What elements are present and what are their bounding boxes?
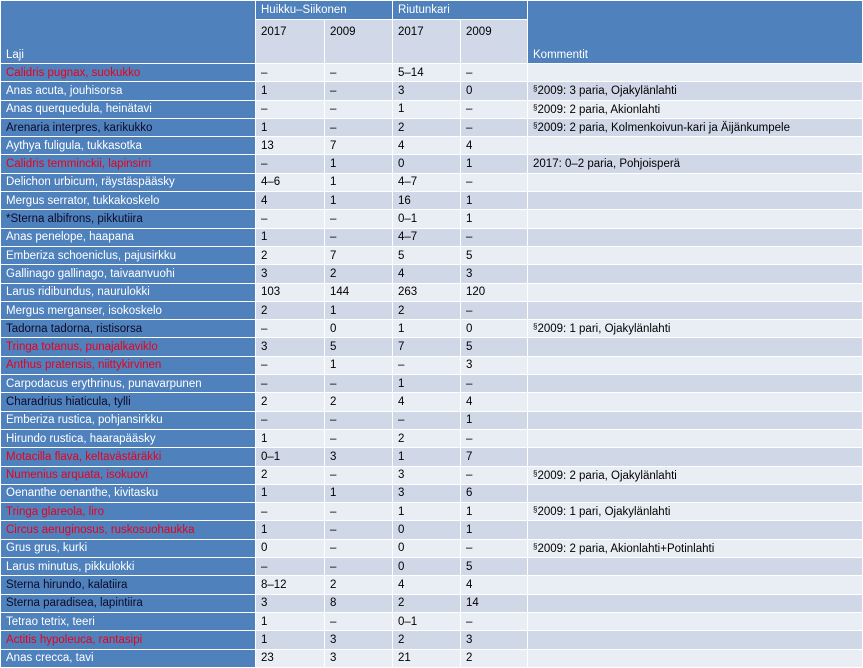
count-cell: 4	[461, 576, 528, 594]
count-cell: –	[325, 375, 393, 393]
count-cell: 0	[393, 521, 461, 539]
count-cell: 3	[461, 356, 528, 374]
count-cell: 0	[325, 320, 393, 338]
comment-cell	[528, 118, 863, 136]
count-cell: 1	[256, 612, 325, 630]
species-cell: Emberiza rustica, pohjansirkku	[1, 411, 256, 429]
comment-cell	[528, 356, 863, 374]
count-cell: 1	[256, 118, 325, 136]
comment-cell	[528, 155, 863, 173]
species-cell: Anas penelope, haapana	[1, 228, 256, 246]
count-cell: –	[325, 118, 393, 136]
count-cell: 5–14	[393, 64, 461, 82]
table-row	[1, 265, 863, 283]
header-group-huikku: Huikku–Siikonen	[256, 1, 393, 20]
count-cell: 5	[325, 338, 393, 356]
count-cell: 3	[256, 338, 325, 356]
comment-cell	[528, 283, 863, 301]
comment-cell	[528, 393, 863, 411]
section-mark: §	[533, 541, 538, 551]
species-cell: Tringa glareola, liro	[1, 503, 256, 521]
section-mark: §	[533, 102, 538, 112]
species-cell: *Sterna albifrons, pikkutiira	[1, 210, 256, 228]
count-cell: 1	[256, 521, 325, 539]
count-cell: 3	[461, 265, 528, 283]
count-cell: –	[325, 539, 393, 557]
count-cell: 1	[393, 448, 461, 466]
count-cell: 1	[325, 155, 393, 173]
count-cell: 3	[325, 631, 393, 649]
count-cell: 2	[256, 246, 325, 264]
table-row	[1, 320, 863, 338]
count-cell: –	[461, 118, 528, 136]
count-cell: –	[325, 429, 393, 447]
comment-cell	[528, 100, 863, 118]
header-year: 2009	[325, 20, 393, 64]
section-mark: §	[533, 505, 538, 515]
table-row	[1, 521, 863, 539]
species-cell: Sterna paradisea, lapintiira	[1, 594, 256, 612]
count-cell: 5	[461, 558, 528, 576]
species-cell: Aythya fuligula, tukkasotka	[1, 137, 256, 155]
table-row	[1, 192, 863, 210]
species-cell: Tetrao tetrix, teeri	[1, 612, 256, 630]
species-cell: Tringa totanus, punajalkaviklo	[1, 338, 256, 356]
comment-cell	[528, 228, 863, 246]
count-cell: –	[256, 558, 325, 576]
count-cell: –	[325, 411, 393, 429]
count-cell: –	[325, 466, 393, 484]
species-cell: Numenius arquata, isokuovi	[1, 466, 256, 484]
count-cell: 8	[325, 594, 393, 612]
count-cell: 3	[461, 631, 528, 649]
comment-cell	[528, 466, 863, 484]
section-mark: §	[533, 84, 538, 94]
comment-text: 2017: 0–2 paria, Pohjoisperä	[533, 158, 681, 171]
table-row	[1, 246, 863, 264]
count-cell: –	[325, 64, 393, 82]
count-cell: –	[256, 503, 325, 521]
header-group-riutunkari: Riutunkari	[393, 1, 528, 20]
comment-cell	[528, 246, 863, 264]
comment-cell	[528, 594, 863, 612]
count-cell: 3	[393, 82, 461, 100]
table-row	[1, 576, 863, 594]
comment-cell	[528, 539, 863, 557]
table-row	[1, 503, 863, 521]
comment-cell	[528, 64, 863, 82]
species-cell: Mergus merganser, isokoskelo	[1, 301, 256, 319]
count-cell: 1	[256, 484, 325, 502]
count-cell: 1	[325, 484, 393, 502]
comment-cell	[528, 338, 863, 356]
count-cell: –	[256, 100, 325, 118]
count-cell: 3	[393, 466, 461, 484]
count-cell: 2	[461, 649, 528, 667]
comment-text: 2009: 3 paria, Ojakylänlahti	[537, 85, 677, 98]
count-cell: 0	[461, 82, 528, 100]
comment-text: 2009: 2 paria, Ojakylänlahti	[537, 469, 677, 482]
count-cell: 1	[461, 411, 528, 429]
comment-cell	[528, 173, 863, 191]
species-cell: Hirundo rustica, haarapääsky	[1, 429, 256, 447]
count-cell: 2	[256, 466, 325, 484]
count-cell: 7	[461, 448, 528, 466]
count-cell: 2	[393, 118, 461, 136]
count-cell: 3	[256, 594, 325, 612]
species-cell: Calidris pugnax, suokukko	[1, 64, 256, 82]
count-cell: 4	[393, 137, 461, 155]
comment-text: 2009: 1 pari, Ojakylänlahti	[537, 506, 671, 519]
comment-cell	[528, 631, 863, 649]
table-row	[1, 429, 863, 447]
count-cell: 14	[461, 594, 528, 612]
count-cell: 3	[256, 265, 325, 283]
count-cell: 0–1	[256, 448, 325, 466]
count-cell: 0	[461, 320, 528, 338]
comment-cell	[528, 411, 863, 429]
table-row	[1, 301, 863, 319]
count-cell: –	[393, 356, 461, 374]
species-cell: Motacilla flava, keltavästäräkki	[1, 448, 256, 466]
species-cell: Carpodacus erythrinus, punavarpunen	[1, 375, 256, 393]
table-row	[1, 228, 863, 246]
count-cell: –	[461, 612, 528, 630]
species-cell: Larus ridibundus, naurulokki	[1, 283, 256, 301]
species-cell: Charadrius hiaticula, tylli	[1, 393, 256, 411]
count-cell: 1	[325, 301, 393, 319]
comment-cell	[528, 521, 863, 539]
count-cell: –	[461, 173, 528, 191]
count-cell: 2	[325, 393, 393, 411]
count-cell: 1	[256, 631, 325, 649]
count-cell: –	[256, 375, 325, 393]
count-cell: 263	[393, 283, 461, 301]
count-cell: 5	[393, 246, 461, 264]
comment-cell	[528, 612, 863, 630]
count-cell: 4	[393, 393, 461, 411]
table-body	[1, 64, 863, 668]
count-cell: 4	[256, 192, 325, 210]
species-cell: Anthus pratensis, niittykirvinen	[1, 356, 256, 374]
count-cell: –	[461, 301, 528, 319]
comment-text: 2009: 2 paria, Akionlahti	[537, 103, 661, 116]
species-cell: Oenanthe oenanthe, kivitasku	[1, 484, 256, 502]
count-cell: 7	[325, 137, 393, 155]
comment-cell	[528, 265, 863, 283]
count-cell: 4–7	[393, 228, 461, 246]
count-cell: 4	[393, 576, 461, 594]
count-cell: 4	[461, 137, 528, 155]
species-cell: Grus grus, kurki	[1, 539, 256, 557]
count-cell: –	[256, 64, 325, 82]
count-cell: 2	[325, 576, 393, 594]
count-cell: 1	[461, 155, 528, 173]
count-cell: 0–1	[393, 210, 461, 228]
header-comment: Kommentit	[528, 1, 863, 64]
count-cell: 120	[461, 283, 528, 301]
table-row	[1, 173, 863, 191]
count-cell: 2	[393, 594, 461, 612]
count-cell: 1	[393, 375, 461, 393]
comment-cell	[528, 558, 863, 576]
count-cell: –	[256, 320, 325, 338]
count-cell: –	[325, 503, 393, 521]
count-cell: 4–7	[393, 173, 461, 191]
species-cell: Sterna hirundo, kalatiira	[1, 576, 256, 594]
comment-cell	[528, 503, 863, 521]
count-cell: 21	[393, 649, 461, 667]
table-row	[1, 558, 863, 576]
count-cell: 1	[393, 100, 461, 118]
comment-text: 2009: 1 pari, Ojakylänlahti	[537, 323, 671, 336]
species-cell: Anas crecca, tavi	[1, 649, 256, 667]
count-cell: 4	[461, 393, 528, 411]
count-cell: –	[461, 100, 528, 118]
table-row	[1, 649, 863, 667]
comment-cell	[528, 210, 863, 228]
header-species: Laji	[1, 1, 256, 64]
count-cell: 13	[256, 137, 325, 155]
comment-cell	[528, 137, 863, 155]
species-cell: Emberiza schoeniclus, pajusirkku	[1, 246, 256, 264]
count-cell: –	[461, 539, 528, 557]
count-cell: 3	[325, 649, 393, 667]
count-cell: 1	[461, 192, 528, 210]
header-year: 2017	[256, 20, 325, 64]
count-cell: 5	[461, 338, 528, 356]
count-cell: 0	[393, 539, 461, 557]
count-cell: –	[461, 375, 528, 393]
section-mark: §	[533, 121, 538, 131]
table-row	[1, 594, 863, 612]
count-cell: 5	[461, 246, 528, 264]
table-row	[1, 466, 863, 484]
table-row	[1, 375, 863, 393]
count-cell: 0	[393, 558, 461, 576]
table-row	[1, 338, 863, 356]
species-cell: Tadorna tadorna, ristisorsa	[1, 320, 256, 338]
comment-text: 2009: 2 paria, Kolmenkoivun-kari ja Äijänkumpele	[537, 122, 790, 135]
count-cell: 6	[461, 484, 528, 502]
count-cell: –	[325, 558, 393, 576]
comment-cell	[528, 429, 863, 447]
count-cell: –	[256, 356, 325, 374]
count-cell: 1	[256, 82, 325, 100]
count-cell: 8–12	[256, 576, 325, 594]
table-row	[1, 539, 863, 557]
count-cell: 4–6	[256, 173, 325, 191]
table-row	[1, 484, 863, 502]
count-cell: –	[325, 521, 393, 539]
species-cell: Arenaria interpres, karikukko	[1, 118, 256, 136]
count-cell: 1	[325, 356, 393, 374]
species-cell: Anas querquedula, heinätavi	[1, 100, 256, 118]
count-cell: –	[325, 228, 393, 246]
table-row	[1, 411, 863, 429]
species-cell: Larus minutus, pikkulokki	[1, 558, 256, 576]
count-cell: –	[256, 411, 325, 429]
section-mark: §	[533, 468, 538, 478]
count-cell: 2	[393, 429, 461, 447]
table-row	[1, 283, 863, 301]
count-cell: 16	[393, 192, 461, 210]
count-cell: 0–1	[393, 612, 461, 630]
count-cell: 2	[256, 301, 325, 319]
table-row	[1, 448, 863, 466]
comment-cell	[528, 375, 863, 393]
count-cell: 1	[393, 503, 461, 521]
species-cell: Gallinago gallinago, taivaanvuohi	[1, 265, 256, 283]
comment-cell	[528, 192, 863, 210]
count-cell: –	[461, 228, 528, 246]
count-cell: 3	[393, 484, 461, 502]
count-cell: 103	[256, 283, 325, 301]
count-cell: 144	[325, 283, 393, 301]
comment-cell	[528, 484, 863, 502]
count-cell: 1	[325, 173, 393, 191]
table-row	[1, 137, 863, 155]
species-cell: Delichon urbicum, räystäspääsky	[1, 173, 256, 191]
count-cell: 1	[461, 210, 528, 228]
count-cell: –	[325, 210, 393, 228]
table-row	[1, 82, 863, 100]
comment-text: 2009: 2 paria, Akionlahti+Potinlahti	[537, 542, 715, 555]
count-cell: 1	[393, 320, 461, 338]
count-cell: 1	[461, 521, 528, 539]
count-cell: 2	[393, 631, 461, 649]
comment-cell	[528, 649, 863, 667]
count-cell: –	[256, 210, 325, 228]
count-cell: 1	[256, 429, 325, 447]
species-cell: Circus aeruginosus, ruskosuohaukka	[1, 521, 256, 539]
table-row	[1, 155, 863, 173]
comment-cell	[528, 448, 863, 466]
species-cell: Mergus serrator, tukkakoskelo	[1, 192, 256, 210]
table-row	[1, 118, 863, 136]
table-row	[1, 356, 863, 374]
count-cell: –	[325, 82, 393, 100]
count-cell: 7	[325, 246, 393, 264]
count-cell: –	[461, 429, 528, 447]
count-cell: 2	[325, 265, 393, 283]
count-cell: 0	[256, 539, 325, 557]
count-cell: 2	[393, 301, 461, 319]
species-cell: Calidris temminckii, lapinsirri	[1, 155, 256, 173]
count-cell: –	[325, 100, 393, 118]
comment-cell	[528, 320, 863, 338]
species-cell: Anas acuta, jouhisorsa	[1, 82, 256, 100]
species-cell: Actitis hypoleuca, rantasipi	[1, 631, 256, 649]
table-row	[1, 64, 863, 82]
count-cell: –	[393, 411, 461, 429]
count-cell: –	[256, 155, 325, 173]
header-year: 2017	[393, 20, 461, 64]
count-cell: 4	[393, 265, 461, 283]
table-row	[1, 210, 863, 228]
count-cell: 1	[256, 228, 325, 246]
table-row	[1, 631, 863, 649]
comment-cell	[528, 82, 863, 100]
count-cell: –	[461, 64, 528, 82]
count-cell: –	[461, 466, 528, 484]
count-cell: –	[325, 612, 393, 630]
count-cell: 23	[256, 649, 325, 667]
section-mark: §	[533, 322, 538, 332]
header-year: 2009	[461, 20, 528, 64]
count-cell: 1	[325, 192, 393, 210]
count-cell: 7	[393, 338, 461, 356]
table-row	[1, 393, 863, 411]
table-row	[1, 612, 863, 630]
count-cell: 1	[461, 503, 528, 521]
comment-cell	[528, 576, 863, 594]
comment-cell	[528, 301, 863, 319]
count-cell: 0	[393, 155, 461, 173]
table-row	[1, 100, 863, 118]
count-cell: 3	[325, 448, 393, 466]
count-cell: 2	[256, 393, 325, 411]
